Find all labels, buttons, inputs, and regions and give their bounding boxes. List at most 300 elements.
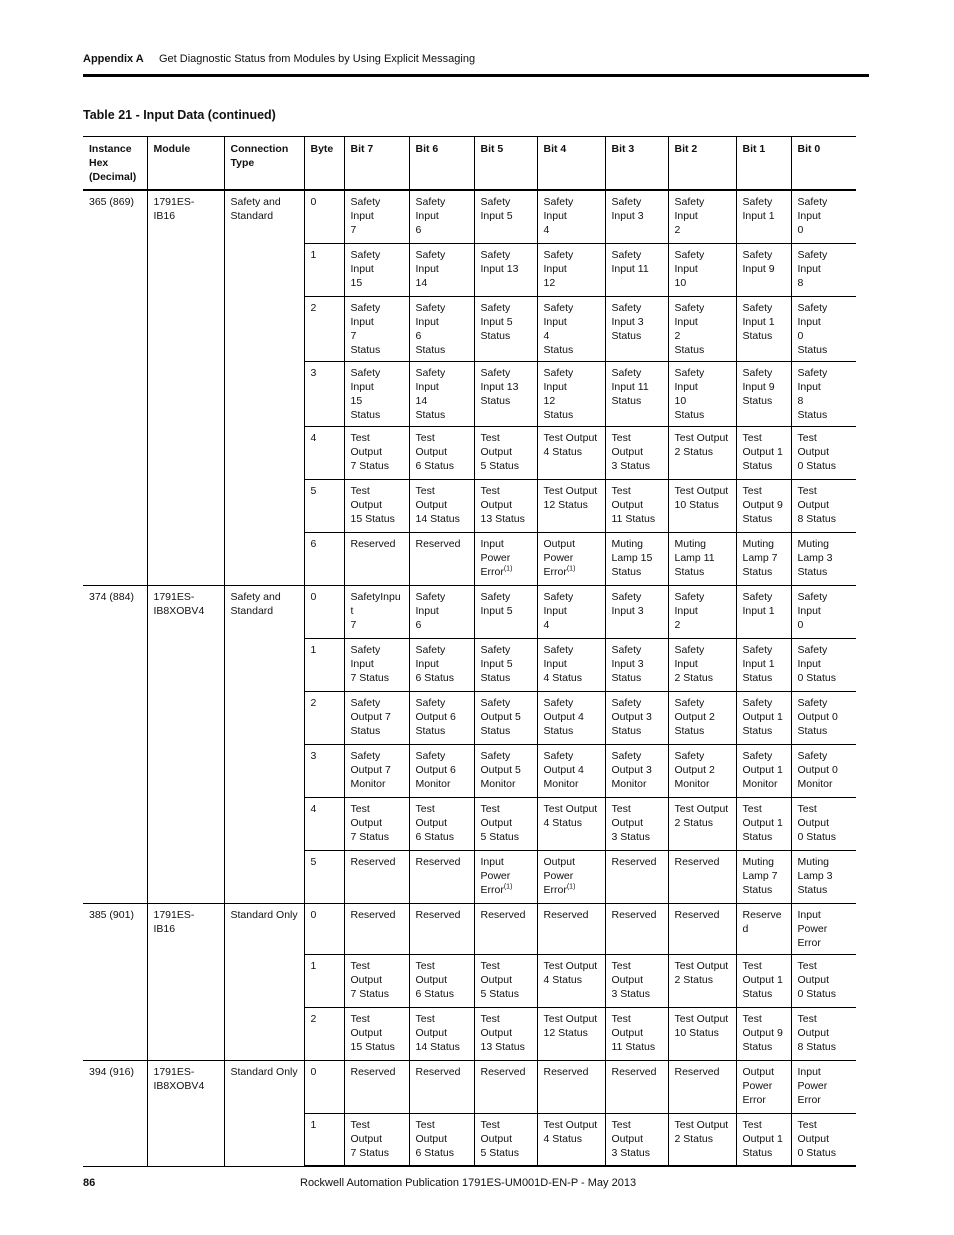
bit-cell <box>668 426 736 479</box>
bit-cell <box>474 585 537 638</box>
bit-label: Safety Input 5 Status <box>480 301 513 342</box>
bit-cell <box>668 797 736 850</box>
bit-cell <box>736 479 791 532</box>
bit-cell <box>409 479 474 532</box>
bit-cell <box>605 479 668 532</box>
bit-label: Safety Input 15 Status <box>350 366 381 421</box>
bit-label: Test Output 5 Status <box>480 802 520 843</box>
bit-cell <box>668 744 736 797</box>
bit-label: Safety Input 14 <box>415 248 446 289</box>
bit-cell <box>791 532 856 585</box>
bit-cell <box>736 426 791 479</box>
bit-label: Test Output 9 Status <box>742 484 783 525</box>
bit-label: Muting Lamp 15 Status <box>611 537 653 578</box>
bit-cell <box>668 691 736 744</box>
bit-label: Muting Lamp 7 Status <box>742 537 778 578</box>
bit-cell <box>409 797 474 850</box>
table-row <box>83 585 856 638</box>
bit-cell <box>537 585 605 638</box>
byte-cell: 3 <box>304 744 344 797</box>
bit-label: Safety Input 7 Status <box>350 643 390 684</box>
column-header: Connection Type <box>224 137 304 191</box>
bit-cell <box>474 1007 537 1060</box>
bit-label: Safety Output 0 Status <box>797 696 838 737</box>
bit-cell <box>791 850 856 903</box>
bit-label: Input Power Error <box>480 537 511 578</box>
bit-label: Safety Input 1 Status <box>742 301 775 342</box>
table-row <box>83 190 856 243</box>
bit-label: Test Output 3 Status <box>611 1118 651 1159</box>
byte-cell: 4 <box>304 426 344 479</box>
bit-label: Test Output 3 Status <box>611 802 651 843</box>
bit-cell <box>474 532 537 585</box>
bit-label: Reserved <box>674 908 720 921</box>
bit-cell <box>344 850 409 903</box>
bit-label: Test Output 0 Status <box>797 802 837 843</box>
bit-cell <box>736 1113 791 1166</box>
bit-label: Safety Input 10 Status <box>674 366 705 421</box>
bit-cell <box>409 1060 474 1113</box>
bit-label: Reserved <box>742 908 782 935</box>
bit-cell <box>605 296 668 361</box>
bit-cell <box>409 361 474 426</box>
bit-cell <box>474 797 537 850</box>
byte-cell: 4 <box>304 797 344 850</box>
bit-label: Reserved <box>350 537 396 550</box>
bit-cell <box>791 691 856 744</box>
bit-label: Muting Lamp 3 Status <box>797 537 833 578</box>
bit-cell <box>537 954 605 1007</box>
bit-cell <box>537 850 605 903</box>
bit-cell <box>605 426 668 479</box>
bit-cell <box>605 1113 668 1166</box>
bit-cell <box>344 426 409 479</box>
bit-cell <box>344 243 409 296</box>
instance-cell: 374 (884) <box>83 585 147 903</box>
column-header: Bit 0 <box>791 137 856 191</box>
bit-cell <box>537 532 605 585</box>
running-header-title: Get Diagnostic Status from Modules by Using Explicit Messaging <box>159 53 476 65</box>
bit-label: Safety Output 4 Status <box>543 696 584 737</box>
byte-cell: 5 <box>304 850 344 903</box>
byte-cell: 5 <box>304 479 344 532</box>
bit-cell <box>791 1060 856 1113</box>
bit-label: Safety Input 11 <box>611 248 649 275</box>
bit-label: Safety Input 1 <box>742 590 775 617</box>
bit-label: Safety Input 1 Status <box>742 643 775 684</box>
bit-label: Safety Input 12 <box>543 248 574 289</box>
column-header: Bit 7 <box>344 137 409 191</box>
bit-cell <box>537 638 605 691</box>
bit-label: Test Output 4 Status <box>543 431 598 458</box>
byte-cell: 2 <box>304 296 344 361</box>
bit-cell <box>736 797 791 850</box>
bit-label: Safety Input 2 <box>674 196 705 236</box>
bit-cell <box>736 744 791 797</box>
bit-cell <box>668 1113 736 1166</box>
input-data-table <box>83 136 856 1167</box>
bit-cell <box>344 190 409 243</box>
bit-label: Safety Input 3 Status <box>611 301 644 342</box>
bit-cell <box>605 585 668 638</box>
bit-label: Reserved <box>543 908 589 921</box>
bit-label: Safety Input 12 Status <box>543 366 574 421</box>
bit-label: Reserved <box>543 1065 589 1078</box>
bit-label: Safety Input 4 Status <box>543 643 583 684</box>
bit-cell <box>537 744 605 797</box>
bit-label: Input Power Error <box>797 1065 828 1106</box>
bit-cell <box>537 903 605 954</box>
bit-cell <box>605 1007 668 1060</box>
bit-cell <box>668 954 736 1007</box>
table-row <box>83 1060 856 1113</box>
bit-label: Safety Input 2 <box>674 590 705 631</box>
bit-label: Safety Output 6 Status <box>415 696 456 737</box>
bit-cell <box>409 426 474 479</box>
bit-label: Reserved <box>415 1065 461 1078</box>
byte-cell: 1 <box>304 954 344 1007</box>
bit-cell <box>344 903 409 954</box>
column-header: Byte <box>304 137 344 191</box>
bit-cell <box>605 850 668 903</box>
bit-cell <box>668 638 736 691</box>
bit-label: Safety Output 2 Status <box>674 696 715 737</box>
bit-cell <box>474 1113 537 1166</box>
bit-label: Safety Input 11 Status <box>611 366 649 407</box>
bit-label: Test Output 2 Status <box>674 1118 729 1145</box>
bit-label: Input Power Error <box>797 908 828 949</box>
bit-label: Test Output 7 Status <box>350 431 390 472</box>
bit-label: Safety Input 2 Status <box>674 643 714 684</box>
bit-cell <box>791 903 856 954</box>
byte-cell: 3 <box>304 361 344 426</box>
bit-cell <box>344 638 409 691</box>
bit-label: Safety Input 6 Status <box>415 301 446 356</box>
bit-label: Safety Input 0 Status <box>797 643 837 684</box>
bit-label: Test Output 2 Status <box>674 802 729 829</box>
bit-cell <box>409 744 474 797</box>
column-header: Bit 5 <box>474 137 537 191</box>
bit-label: Test Output 7 Status <box>350 802 390 843</box>
bit-cell <box>344 744 409 797</box>
bit-label: Test Output 11 Status <box>611 1012 656 1053</box>
bit-label: Safety Input 4 <box>543 196 574 236</box>
bit-cell <box>537 190 605 243</box>
bit-cell <box>474 361 537 426</box>
bit-cell <box>537 797 605 850</box>
bit-cell <box>474 479 537 532</box>
bit-cell <box>668 903 736 954</box>
bit-cell <box>474 850 537 903</box>
bit-label: Test Output 8 Status <box>797 1012 837 1053</box>
byte-cell: 1 <box>304 243 344 296</box>
bit-label: Output Power Error <box>543 855 576 896</box>
bit-label: SafetyInput 7 <box>350 590 401 631</box>
bit-label: Test Output 7 Status <box>350 1118 390 1159</box>
bit-cell <box>605 903 668 954</box>
bit-cell <box>409 296 474 361</box>
byte-cell: 0 <box>304 903 344 954</box>
bit-cell <box>736 243 791 296</box>
byte-cell: 2 <box>304 691 344 744</box>
bit-cell <box>736 361 791 426</box>
bit-cell <box>605 1060 668 1113</box>
module-cell: 1791ES- IB16 <box>147 903 224 1060</box>
bit-cell <box>791 426 856 479</box>
bit-label: Test Output 7 Status <box>350 959 390 1000</box>
bit-cell <box>791 638 856 691</box>
bit-cell <box>791 954 856 1007</box>
bit-cell <box>537 479 605 532</box>
bit-label: Safety Input 0 Status <box>797 301 828 356</box>
bit-cell <box>668 1060 736 1113</box>
footnote-marker: (1) <box>566 565 576 572</box>
bit-cell <box>474 190 537 243</box>
bit-label: Reserved <box>611 908 657 921</box>
bit-cell <box>409 1007 474 1060</box>
bit-cell <box>736 585 791 638</box>
bit-label: Reserved <box>350 855 396 868</box>
column-header: Bit 2 <box>668 137 736 191</box>
byte-cell: 0 <box>304 1060 344 1113</box>
bit-label: Input Power Error <box>480 855 511 896</box>
bit-label: Test Output 1 Status <box>742 431 783 472</box>
bit-label: Test Output 4 Status <box>543 1118 598 1145</box>
bit-label: Reserved <box>415 908 461 921</box>
bit-label: Safety Output 7 Monitor <box>350 749 391 790</box>
footnote-marker: (1) <box>503 883 513 890</box>
bit-cell <box>736 903 791 954</box>
bit-label: Safety Input 3 <box>611 196 644 222</box>
bit-label: Safety Input 4 Status <box>543 301 574 356</box>
instance-cell: 394 (916) <box>83 1060 147 1166</box>
bit-label: Safety Input 5 Status <box>480 643 513 684</box>
bit-label: Safety Output 0 Monitor <box>797 749 838 790</box>
connection-cell: Safety and Standard <box>224 190 304 585</box>
bit-label: Reserved <box>674 855 720 868</box>
bit-cell <box>736 532 791 585</box>
bit-cell <box>409 638 474 691</box>
bit-label: Test Output 1 Status <box>742 1118 783 1159</box>
bit-cell <box>736 296 791 361</box>
bit-cell <box>736 1007 791 1060</box>
bit-cell <box>668 361 736 426</box>
bit-label: Safety Input 2 Status <box>674 301 705 356</box>
bit-cell <box>736 691 791 744</box>
bit-label: Test Output 1 Status <box>742 802 783 843</box>
bit-label: Test Output 6 Status <box>415 431 455 472</box>
bit-cell <box>605 691 668 744</box>
bit-label: Test Output 5 Status <box>480 1118 520 1159</box>
bit-label: Test Output 2 Status <box>674 959 729 986</box>
bit-label: Safety Input 5 <box>480 196 513 222</box>
bit-cell <box>668 585 736 638</box>
bit-label: Test Output 2 Status <box>674 431 729 458</box>
bit-label: Safety Output 3 Status <box>611 696 652 737</box>
byte-cell: 6 <box>304 532 344 585</box>
bit-label: Reserved <box>611 855 657 868</box>
bit-cell <box>409 903 474 954</box>
bit-cell <box>474 903 537 954</box>
bit-cell <box>409 1113 474 1166</box>
publication-info: Rockwell Automation Publication 1791ES-UM001D-EN-P - May 2013 <box>300 1177 637 1189</box>
bit-cell <box>736 954 791 1007</box>
bit-label: Test Output 6 Status <box>415 802 455 843</box>
bit-label: Safety Output 7 Status <box>350 696 391 737</box>
column-header: Bit 1 <box>736 137 791 191</box>
bit-cell <box>668 532 736 585</box>
bit-label: Safety Output 6 Monitor <box>415 749 456 790</box>
byte-cell: 2 <box>304 1007 344 1060</box>
bit-cell <box>344 361 409 426</box>
bit-cell <box>791 190 856 243</box>
bit-cell <box>409 243 474 296</box>
byte-cell: 1 <box>304 638 344 691</box>
bit-label: Test Output 5 Status <box>480 959 520 1000</box>
bit-label: Reserved <box>480 1065 526 1078</box>
bit-cell <box>537 691 605 744</box>
bit-cell <box>736 1060 791 1113</box>
bit-cell <box>537 1113 605 1166</box>
bit-label: Muting Lamp 11 Status <box>674 537 715 578</box>
bit-label: Safety Output 5 Monitor <box>480 749 521 790</box>
column-header: Module <box>147 137 224 191</box>
bit-label: Test Output 12 Status <box>543 1012 598 1039</box>
bit-cell <box>537 1060 605 1113</box>
bit-cell <box>344 1113 409 1166</box>
column-header: Bit 3 <box>605 137 668 191</box>
bit-label: Test Output 0 Status <box>797 1118 837 1159</box>
bit-cell <box>791 797 856 850</box>
table-row <box>83 903 856 954</box>
bit-cell <box>474 691 537 744</box>
byte-cell: 0 <box>304 585 344 638</box>
bit-cell <box>344 296 409 361</box>
bit-cell <box>344 1007 409 1060</box>
byte-cell: 1 <box>304 1113 344 1166</box>
bit-label: Safety Input 6 <box>415 196 446 236</box>
bit-label: Test Output 13 Status <box>480 1012 525 1053</box>
bit-cell <box>344 691 409 744</box>
bit-label: Safety Output 4 Monitor <box>543 749 584 790</box>
bit-cell <box>668 850 736 903</box>
bit-label: Test Output 13 Status <box>480 484 525 525</box>
instance-cell: 365 (869) <box>83 190 147 585</box>
bit-cell <box>474 638 537 691</box>
bit-label: Safety Input 9 Status <box>742 366 775 407</box>
bit-label: Safety Input 0 <box>797 590 828 631</box>
bit-label: Safety Input 0 <box>797 196 828 236</box>
bit-label: Safety Input 7 <box>350 196 381 236</box>
bit-cell <box>344 1060 409 1113</box>
bit-label: Test Output 14 Status <box>415 1012 460 1053</box>
bit-label: Safety Output 1 Status <box>742 696 783 737</box>
bit-label: Test Output 5 Status <box>480 431 520 472</box>
bit-cell <box>537 1007 605 1060</box>
bit-label: Test Output 10 Status <box>674 484 729 511</box>
bit-label: Safety Output 2 Monitor <box>674 749 715 790</box>
bit-cell <box>736 190 791 243</box>
bit-cell <box>791 361 856 426</box>
bit-cell <box>791 479 856 532</box>
bit-label: Test Output 15 Status <box>350 484 395 525</box>
bit-label: Test Output 4 Status <box>543 959 598 986</box>
bit-label: Safety Input 1 <box>742 196 775 222</box>
bit-label: Test Output 6 Status <box>415 1118 455 1159</box>
page-number: 86 <box>83 1177 96 1189</box>
bit-label: Reserved <box>350 908 396 921</box>
module-cell: 1791ES- IB16 <box>147 190 224 585</box>
table-body <box>83 190 856 1166</box>
section-label: Appendix A <box>83 53 144 65</box>
bit-label: Safety Input 13 <box>480 248 519 275</box>
bit-label: Safety Input 13 Status <box>480 366 519 407</box>
bit-label: Reserved <box>415 537 461 550</box>
bit-label: Output Power Error <box>742 1065 775 1106</box>
bit-cell <box>344 797 409 850</box>
bit-label: Test Output 4 Status <box>543 802 598 829</box>
bit-label: Test Output 0 Status <box>797 431 837 472</box>
bit-cell <box>791 296 856 361</box>
bit-label: Test Output 6 Status <box>415 959 455 1000</box>
bit-cell <box>605 797 668 850</box>
bit-cell <box>474 954 537 1007</box>
bit-cell <box>736 638 791 691</box>
bit-cell <box>668 1007 736 1060</box>
bit-label: Safety Input 10 <box>674 248 705 289</box>
bit-cell <box>791 744 856 797</box>
bit-cell <box>537 296 605 361</box>
bit-cell <box>605 243 668 296</box>
bit-label: Safety Output 3 Monitor <box>611 749 652 790</box>
bit-cell <box>474 243 537 296</box>
bit-cell <box>344 532 409 585</box>
bit-label: Safety Input 3 Status <box>611 643 644 684</box>
table-caption: Table 21 - Input Data (continued) <box>83 108 276 122</box>
bit-label: Test Output 15 Status <box>350 1012 395 1053</box>
bit-cell <box>668 190 736 243</box>
bit-label: Muting Lamp 3 Status <box>797 855 833 896</box>
bit-label: Test Output 10 Status <box>674 1012 729 1039</box>
table-header-row <box>83 137 856 191</box>
column-header: Bit 6 <box>409 137 474 191</box>
bit-cell <box>409 190 474 243</box>
bit-label: Reserved <box>350 1065 396 1078</box>
bit-cell <box>409 850 474 903</box>
bit-label: Safety Input 14 Status <box>415 366 446 421</box>
bit-label: Safety Input 4 <box>543 590 574 631</box>
footnote-marker: (1) <box>503 565 513 572</box>
bit-cell <box>605 532 668 585</box>
bit-cell <box>605 744 668 797</box>
bit-cell <box>474 426 537 479</box>
bit-cell <box>537 361 605 426</box>
bit-label: Safety Input 6 Status <box>415 643 455 684</box>
bit-cell <box>605 638 668 691</box>
bit-label: Test Output 3 Status <box>611 431 651 472</box>
bit-cell <box>791 1113 856 1166</box>
column-header: Bit 4 <box>537 137 605 191</box>
bit-cell <box>537 243 605 296</box>
instance-cell: 385 (901) <box>83 903 147 1060</box>
bit-label: Safety Input 8 <box>797 248 828 289</box>
bit-label: Test Output 11 Status <box>611 484 656 525</box>
bit-cell <box>409 954 474 1007</box>
bit-cell <box>409 691 474 744</box>
connection-cell: Standard Only <box>224 903 304 1060</box>
bit-cell <box>474 744 537 797</box>
bit-cell <box>791 585 856 638</box>
